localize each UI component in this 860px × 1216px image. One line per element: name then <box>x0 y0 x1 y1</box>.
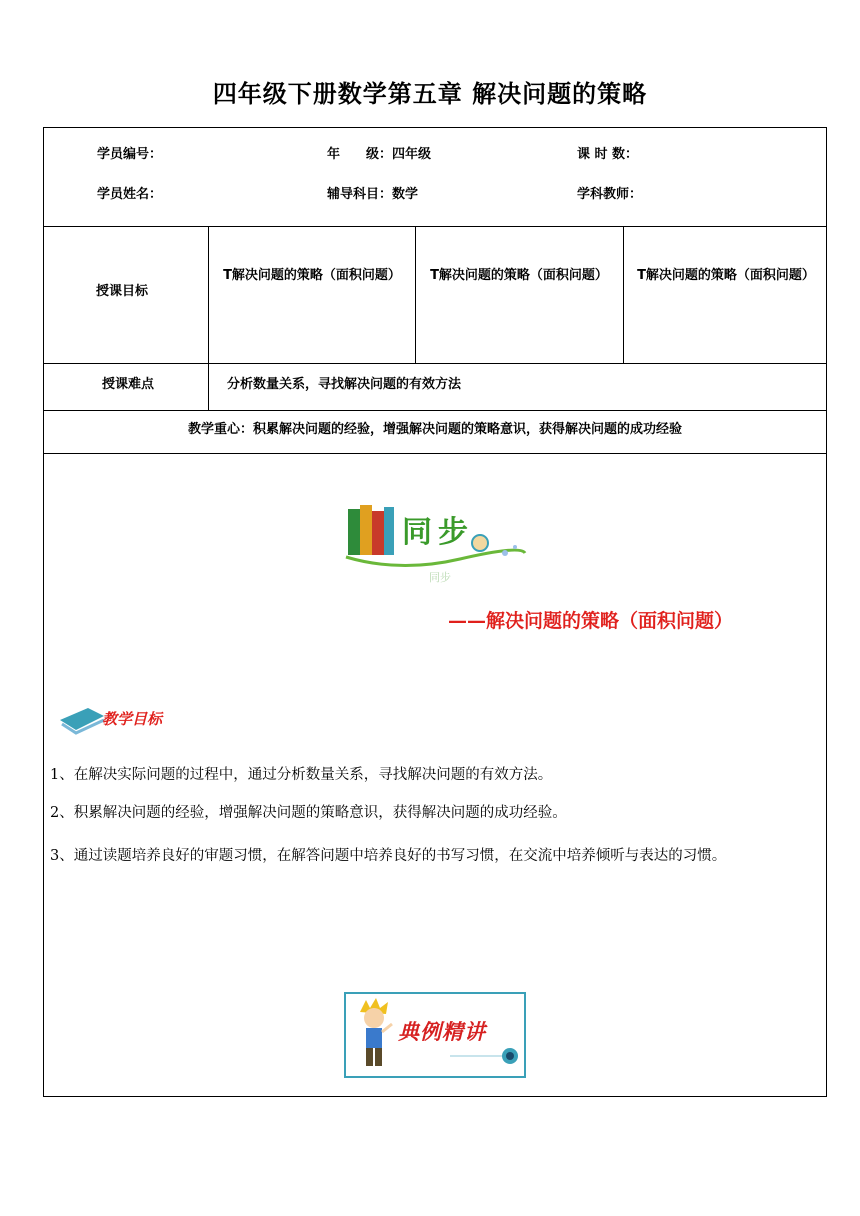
sync-banner-text: 同步 <box>402 515 474 550</box>
example-banner-text: 典例精讲 <box>398 1019 486 1044</box>
difficulty-text: 分析数量关系，寻找解决问题的有效方法 <box>227 377 462 392</box>
teaching-goals-banner <box>58 700 208 738</box>
teaching-goals-banner-text: 教学目标 <box>102 710 163 728</box>
column-divider <box>415 226 416 363</box>
lesson-hours-label: 课 时 数： <box>577 147 639 162</box>
subject-label: 辅导科目： <box>327 187 393 202</box>
student-id-label: 学员编号： <box>97 147 163 162</box>
sync-banner <box>340 495 530 585</box>
example-banner <box>344 992 526 1078</box>
row-divider <box>43 410 827 411</box>
grade-value: 四年级 <box>392 147 432 162</box>
objective-item: T解决问题的策略（面积问题） <box>223 268 401 283</box>
difficulty-label: 授课难点 <box>102 377 155 392</box>
subject-value: 数学 <box>392 187 419 202</box>
boy-icon <box>350 996 396 1074</box>
grade-label: 年 级： <box>327 147 393 162</box>
teaching-focus: 教学重心：积累解决问题的经验，增强解决问题的策略意识，获得解决问题的成功经验 <box>187 422 682 437</box>
column-divider <box>623 226 624 363</box>
comet-icon <box>450 1044 520 1068</box>
books-icon <box>58 700 108 736</box>
svg-text:同步: 同步 <box>429 571 451 584</box>
objectives-label: 授课目标 <box>96 284 149 299</box>
teacher-label: 学科教师： <box>577 187 643 202</box>
row-divider <box>43 226 827 227</box>
column-divider <box>208 226 209 410</box>
objective-item: T解决问题的策略（面积问题） <box>430 268 608 283</box>
goal-item: 2、积累解决问题的经验，增强解决问题的策略意识，获得解决问题的成功经验。 <box>50 805 567 821</box>
row-divider <box>43 363 827 364</box>
section-subtitle: ——解决问题的策略（面积问题） <box>448 610 734 632</box>
page-title: 四年级下册数学第五章 解决问题的策略 <box>212 79 648 108</box>
goal-item: 3、通过读题培养良好的审题习惯，在解答问题中培养良好的书写习惯，在交流中培养倾听与表达的习惯。 <box>50 848 727 864</box>
objective-item: T解决问题的策略（面积问题） <box>637 268 815 283</box>
student-name-label: 学员姓名： <box>97 187 163 202</box>
goal-item: 1、在解决实际问题的过程中，通过分析数量关系，寻找解决问题的有效方法。 <box>50 767 553 783</box>
row-divider <box>43 453 827 454</box>
